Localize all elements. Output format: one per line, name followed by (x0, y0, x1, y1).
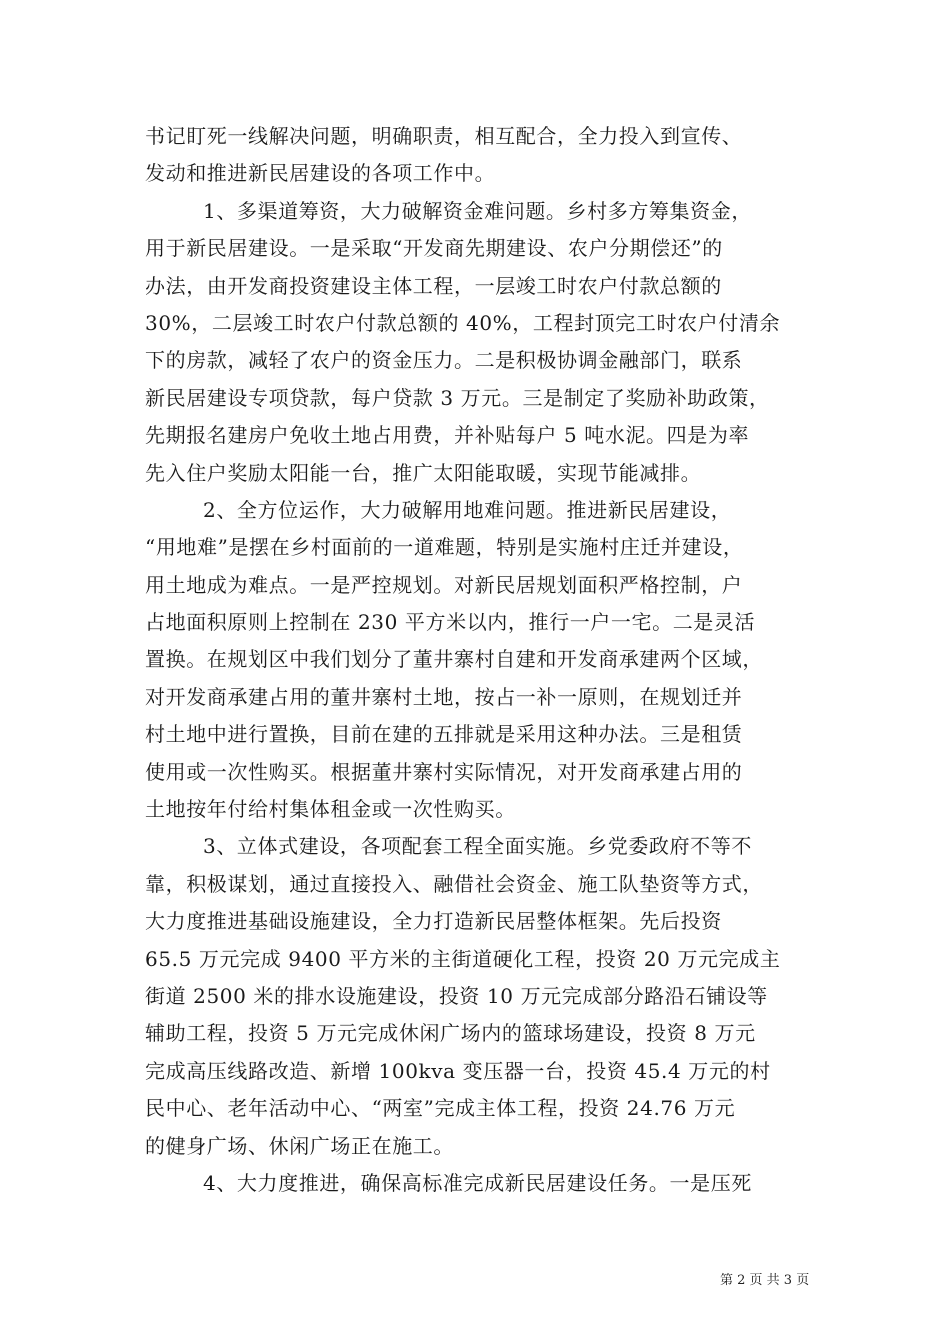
text-line: 用土地成为难点。一是严控规划。对新民居规划面积严格控制，户 (145, 572, 743, 597)
text-line: 先入住户奖励太阳能一台，推广太阳能取暖，实现节能减排。 (145, 460, 702, 485)
text-line: 新民居建设专项贷款，每户贷款 3 万元。三是制定了奖励补助政策， (145, 385, 770, 410)
text-line: 发动和推进新民居建设的各项工作中。 (145, 161, 496, 186)
text-line: 使用或一次性购买。根据董井寨村实际情况，对开发商承建占用的 (145, 759, 743, 784)
text-line: 对开发商承建占用的董井寨村土地，按占一补一原则，在规划迁并 (145, 684, 743, 709)
text-line: 30%，二层竣工时农户付款总额的 40%，工程封顶完工时农户付清余 (145, 310, 781, 335)
text-line: 辅助工程，投资 5 万元完成休闲广场内的篮球场建设，投资 8 万元 (145, 1021, 756, 1046)
text-line: 65.5 万元完成 9400 平方米的主街道硬化工程，投资 20 万元完成主 (145, 946, 781, 971)
text-line: 置换。在规划区中我们划分了董井寨村自建和开发商承建两个区域， (145, 647, 763, 672)
document-body (145, 118, 810, 1202)
text-line: 村土地中进行置换，目前在建的五排就是采用这种办法。三是租赁 (145, 722, 743, 747)
text-line: 书记盯死一线解决问题，明确职责，相互配合，全力投入到宣传、 (145, 124, 743, 148)
text-line: 街道 2500 米的排水设施建设，投资 10 万元完成部分路沿石铺设等 (145, 983, 768, 1008)
page-number-footer: 第 2 页 共 3 页 (720, 1273, 810, 1288)
paragraph-1-heading-line: 1、多渠道筹资，大力破解资金难问题。乡村多方筹集资金， (203, 198, 752, 223)
text-line: “用地难”是摆在乡村面前的一道难题，特别是实施村庄迁并建设， (145, 535, 744, 560)
paragraph-4-heading-line: 4、大力度推进，确保高标准完成新民居建设任务。一是压死 (203, 1170, 752, 1195)
text-line: 完成高压线路改造、新增 100kva 变压器一台，投资 45.4 万元的村 (145, 1058, 771, 1083)
text-line: 先期报名建房户免收土地占用费，并补贴每户 5 吨水泥。四是为率 (145, 423, 750, 448)
text-line: 土地按年付给村集体租金或一次性购买。 (145, 797, 516, 822)
text-line: 办法，由开发商投资建设主体工程，一层竣工时农户付款总额的 (145, 273, 722, 298)
text-line: 民中心、老年活动中心、“两室”完成主体工程，投资 24.76 万元 (145, 1096, 736, 1121)
text-line: 的健身广场、休闲广场正在施工。 (145, 1133, 454, 1158)
text-line: 下的房款，减轻了农户的资金压力。二是积极协调金融部门，联系 (145, 348, 743, 373)
paragraph-3-heading-line: 3、立体式建设，各项配套工程全面实施。乡党委政府不等不 (203, 834, 752, 859)
text-line: 靠，积极谋划，通过直接投入、融借社会资金、施工队垫资等方式， (145, 871, 763, 896)
text-line: 用于新民居建设。一是采取“开发商先期建设、农户分期偿还”的 (145, 236, 723, 261)
paragraph-2-heading-line: 2、全方位运作，大力破解用地难问题。推进新民居建设， (203, 497, 732, 522)
text-line: 占地面积原则上控制在 230 平方米以内，推行一户一宅。二是灵活 (145, 610, 756, 635)
text-line: 大力度推进基础设施建设，全力打造新民居整体框架。先后投资 (145, 909, 722, 934)
